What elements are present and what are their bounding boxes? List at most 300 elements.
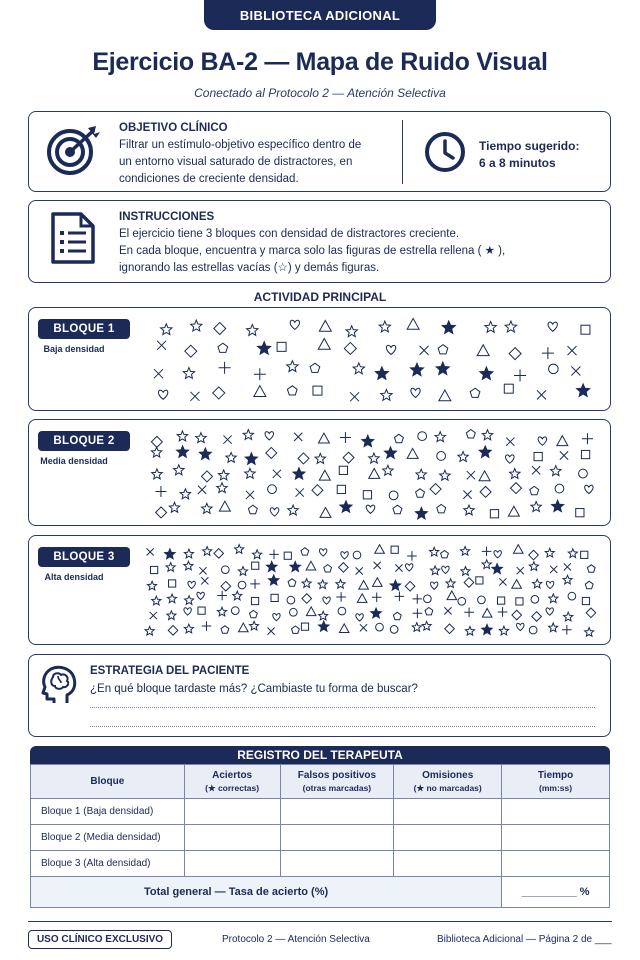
triangle-shape bbox=[513, 545, 523, 554]
empty-star bbox=[288, 505, 299, 515]
empty-star bbox=[202, 503, 213, 513]
empty-star bbox=[168, 594, 177, 603]
square-shape bbox=[581, 450, 589, 458]
filled-star bbox=[340, 501, 352, 512]
empty-star bbox=[243, 430, 254, 440]
square-shape bbox=[581, 325, 590, 334]
heart-shape bbox=[265, 432, 274, 440]
circle-shape bbox=[390, 626, 398, 634]
heart-shape bbox=[538, 437, 547, 445]
diamond-shape bbox=[298, 453, 309, 464]
empty-star bbox=[203, 547, 212, 556]
diamond-shape bbox=[480, 486, 491, 497]
diamond-shape bbox=[151, 436, 162, 447]
answer-line[interactable] bbox=[90, 726, 595, 727]
plus-shape bbox=[498, 607, 508, 617]
triangle-shape bbox=[319, 320, 331, 331]
empty-star bbox=[226, 452, 236, 462]
heart-shape bbox=[290, 320, 299, 329]
plus-shape bbox=[219, 362, 231, 374]
plus-shape bbox=[407, 551, 417, 561]
diamond-shape bbox=[221, 581, 231, 591]
diamond-shape bbox=[509, 348, 521, 360]
circle-shape bbox=[287, 596, 295, 604]
empty-star bbox=[287, 361, 298, 372]
empty-star bbox=[505, 321, 516, 332]
square-shape bbox=[313, 386, 322, 395]
cross-shape bbox=[517, 567, 524, 574]
triangle-shape bbox=[479, 471, 490, 481]
filled-star bbox=[375, 367, 388, 380]
triangle-shape bbox=[318, 338, 330, 349]
block-density: Baja densidad bbox=[43, 344, 105, 354]
answer-line[interactable] bbox=[90, 707, 595, 708]
filled-star bbox=[552, 500, 564, 511]
time-value: 6 a 8 minutos bbox=[479, 156, 556, 170]
empty-star bbox=[218, 470, 229, 480]
circle-shape bbox=[555, 484, 564, 493]
triangle-shape bbox=[219, 501, 230, 511]
square-shape bbox=[582, 597, 589, 604]
empty-star bbox=[184, 561, 193, 570]
total-row bbox=[31, 877, 610, 908]
objective-line: condiciones de creciente densidad. bbox=[119, 173, 299, 185]
empty-star bbox=[458, 452, 468, 462]
empty-star bbox=[184, 624, 193, 633]
filled-star bbox=[480, 367, 493, 380]
footer-page: Biblioteca Adicional — Página 2 de ___ bbox=[437, 934, 612, 945]
circle-shape bbox=[531, 595, 539, 603]
column-header: Omisiones (★ no marcadas) bbox=[394, 765, 502, 799]
square-shape bbox=[581, 551, 588, 558]
filled-star bbox=[362, 435, 374, 446]
pentagon-shape bbox=[587, 565, 595, 572]
pentagon-shape bbox=[221, 626, 229, 633]
empty-star bbox=[152, 596, 161, 605]
empty-star bbox=[585, 628, 594, 637]
strategy-question: ¿En qué bloque tardaste más? ¿Cambiaste tu forma de buscar? bbox=[90, 683, 418, 695]
empty-star bbox=[564, 612, 573, 621]
column-header: Aciertos (★ correctas) bbox=[184, 765, 280, 799]
circle-shape bbox=[529, 626, 537, 634]
empty-star bbox=[431, 566, 440, 575]
cross-shape bbox=[568, 346, 577, 355]
instructions-line: En cada bloque, encuentra y marca solo las figuras de estrella rellena ( ★ ), bbox=[119, 245, 506, 257]
triangle-shape bbox=[447, 591, 457, 600]
square-shape bbox=[284, 552, 291, 559]
circle-shape bbox=[478, 596, 486, 604]
square-shape bbox=[252, 562, 259, 569]
empty-star bbox=[253, 550, 262, 559]
triangle-shape bbox=[373, 578, 383, 587]
heart-shape bbox=[158, 390, 167, 399]
empty-star bbox=[563, 575, 572, 584]
heart-shape bbox=[319, 549, 326, 556]
square-shape bbox=[576, 509, 584, 517]
instructions-card bbox=[28, 200, 611, 283]
cross-shape bbox=[360, 624, 367, 631]
empty-star bbox=[379, 321, 390, 332]
empty-star bbox=[412, 623, 421, 632]
filled-star bbox=[415, 507, 427, 519]
block-label: BLOQUE 2 bbox=[38, 431, 130, 451]
diamond-shape bbox=[214, 323, 226, 335]
triangle-shape bbox=[357, 594, 367, 603]
row-label: Bloque 3 (Alta densidad) bbox=[31, 851, 185, 877]
cross-shape bbox=[199, 567, 206, 574]
circle-shape bbox=[221, 566, 229, 574]
plus-shape bbox=[340, 432, 351, 443]
page-subtitle: Conectado al Protocolo 2 — Atención Selectiva bbox=[194, 86, 446, 100]
empty-star bbox=[510, 469, 521, 479]
plus-shape bbox=[582, 433, 593, 444]
cross-shape bbox=[560, 451, 568, 459]
register-title: REGISTRO DEL TERAPEUTA bbox=[30, 746, 610, 764]
empty-star bbox=[568, 549, 577, 558]
square-shape bbox=[363, 491, 371, 499]
cross-shape bbox=[350, 392, 359, 401]
pentagon-shape bbox=[393, 505, 402, 514]
objective-line: Filtrar un estímulo-objetivo específico dentro de bbox=[119, 139, 362, 151]
plus-shape bbox=[482, 547, 492, 557]
circle-shape bbox=[353, 551, 361, 559]
diamond-shape bbox=[302, 594, 312, 604]
circle-shape bbox=[424, 595, 432, 603]
empty-star bbox=[533, 579, 542, 588]
diamond-shape bbox=[529, 550, 539, 560]
diamond-shape bbox=[512, 610, 522, 620]
empty-star bbox=[485, 321, 496, 332]
footer-badge: USO CLÍNICO EXCLUSIVO bbox=[28, 930, 172, 949]
cross-shape bbox=[550, 566, 557, 573]
empty-star bbox=[233, 591, 242, 600]
page-tab: BIBLIOTECA ADICIONAL bbox=[204, 0, 436, 30]
filled-star bbox=[293, 468, 305, 479]
square-shape bbox=[516, 598, 523, 605]
row-label: Bloque 2 (Media densidad) bbox=[31, 825, 185, 851]
empty-star bbox=[381, 389, 392, 400]
block-density: Alta densidad bbox=[44, 572, 104, 582]
empty-star bbox=[482, 560, 491, 569]
filled-star bbox=[577, 384, 590, 397]
empty-star bbox=[461, 567, 470, 576]
empty-star bbox=[302, 579, 311, 588]
empty-star bbox=[545, 548, 554, 557]
square-shape bbox=[251, 597, 258, 604]
cross-shape bbox=[190, 392, 199, 401]
empty-star bbox=[482, 430, 492, 440]
page-title: Ejercicio BA-2 — Mapa de Ruido Visual bbox=[92, 48, 548, 76]
plus-shape bbox=[336, 592, 346, 602]
empty-star bbox=[196, 433, 207, 443]
pentagon-shape bbox=[324, 565, 332, 572]
footer-divider bbox=[28, 921, 612, 922]
cross-shape bbox=[564, 563, 571, 570]
heart-shape bbox=[430, 582, 437, 589]
circle-shape bbox=[458, 597, 466, 605]
cross-shape bbox=[395, 564, 402, 571]
block-density: Media densidad bbox=[40, 456, 108, 466]
circle-shape bbox=[579, 469, 588, 478]
circle-shape bbox=[389, 491, 398, 500]
cross-shape bbox=[223, 435, 231, 443]
square-shape bbox=[339, 466, 347, 474]
cross-shape bbox=[467, 471, 475, 479]
cross-shape bbox=[571, 367, 580, 376]
triangle-shape bbox=[407, 448, 418, 458]
shape-field[interactable] bbox=[134, 540, 606, 642]
head-brain-icon bbox=[39, 663, 79, 712]
empty-star bbox=[369, 453, 380, 463]
triangle-shape bbox=[557, 436, 568, 446]
falsos-cell[interactable] bbox=[280, 799, 394, 825]
block-card-3 bbox=[28, 535, 611, 645]
square-shape bbox=[476, 577, 483, 584]
table-row bbox=[31, 851, 610, 877]
time-label: Tiempo sugerido: bbox=[479, 139, 580, 153]
pentagon-shape bbox=[530, 486, 539, 494]
plus-shape bbox=[395, 592, 405, 602]
filled-star bbox=[177, 446, 189, 458]
cross-shape bbox=[273, 470, 281, 478]
pentagon-shape bbox=[416, 489, 425, 497]
triangle-shape bbox=[319, 470, 330, 480]
cross-shape bbox=[157, 341, 166, 350]
block-label: BLOQUE 1 bbox=[38, 319, 130, 339]
filled-star bbox=[436, 362, 449, 375]
triangle-shape bbox=[375, 545, 385, 554]
empty-star bbox=[184, 549, 193, 558]
empty-star bbox=[499, 626, 508, 635]
empty-star bbox=[531, 502, 542, 512]
pentagon-shape bbox=[310, 363, 320, 372]
diamond-shape bbox=[464, 578, 474, 588]
empty-star bbox=[461, 547, 470, 556]
diamond-shape bbox=[214, 549, 224, 559]
diamond-shape bbox=[168, 626, 178, 636]
square-shape bbox=[337, 485, 345, 493]
plus-shape bbox=[542, 347, 554, 359]
diamond-shape bbox=[343, 452, 354, 463]
aciertos-cell[interactable] bbox=[184, 825, 280, 851]
cross-shape bbox=[150, 612, 157, 619]
circle-shape bbox=[549, 364, 559, 374]
triangle-shape bbox=[318, 433, 329, 443]
pentagon-shape bbox=[248, 505, 257, 514]
triangle-shape bbox=[339, 624, 349, 633]
empty-star bbox=[177, 431, 188, 441]
empty-star bbox=[549, 623, 558, 632]
document-list-icon bbox=[49, 210, 97, 271]
empty-star bbox=[169, 502, 179, 512]
filled-star bbox=[410, 363, 423, 376]
cross-shape bbox=[499, 578, 506, 585]
objective-line: un entorno visual saturado de distractores, en bbox=[119, 156, 353, 168]
triangle-shape bbox=[320, 507, 331, 517]
filled-star bbox=[442, 321, 455, 334]
empty-star bbox=[465, 627, 474, 636]
cross-shape bbox=[294, 433, 302, 441]
empty-star bbox=[183, 368, 194, 379]
empty-star bbox=[464, 505, 474, 515]
diamond-shape bbox=[405, 581, 415, 591]
pentagon-shape bbox=[292, 626, 300, 633]
instructions-line: El ejercicio tiene 3 bloques con densidad de distractores creciente. bbox=[119, 228, 460, 240]
cross-shape bbox=[154, 369, 163, 378]
triangle-shape bbox=[439, 390, 451, 401]
aciertos-cell[interactable] bbox=[184, 851, 280, 877]
empty-star bbox=[440, 470, 451, 480]
plus-shape bbox=[250, 579, 260, 589]
empty-star bbox=[353, 363, 364, 374]
circle-shape bbox=[376, 623, 384, 631]
heart-shape bbox=[273, 613, 280, 620]
column-header: Tiempo (mm:ss) bbox=[502, 765, 610, 799]
filled-star bbox=[482, 624, 493, 634]
square-shape bbox=[301, 623, 308, 630]
empty-star bbox=[315, 453, 325, 463]
circle-shape bbox=[231, 607, 239, 615]
circle-shape bbox=[338, 607, 346, 615]
triangle-shape bbox=[239, 623, 249, 632]
shape-field[interactable] bbox=[134, 312, 606, 408]
objective-card bbox=[28, 111, 611, 192]
cross-shape bbox=[537, 390, 546, 399]
objective-heading: OBJETIVO CLÍNICO bbox=[119, 122, 228, 134]
tiempo-cell[interactable] bbox=[502, 825, 610, 851]
total-percent-field[interactable]: _________ % bbox=[502, 877, 610, 908]
diamond-shape bbox=[344, 342, 356, 354]
cross-shape bbox=[463, 490, 471, 498]
empty-star bbox=[148, 581, 157, 590]
filled-star bbox=[492, 564, 503, 574]
triangle-shape bbox=[407, 318, 419, 329]
falsos-cell[interactable] bbox=[280, 825, 394, 851]
total-label: Total general — Tasa de acierto (%) bbox=[31, 877, 502, 908]
shape-field[interactable] bbox=[134, 424, 606, 524]
filled-star bbox=[267, 561, 278, 571]
empty-star bbox=[319, 611, 328, 620]
diamond-shape bbox=[586, 608, 596, 618]
triangle-shape bbox=[482, 608, 492, 617]
omisiones-cell[interactable] bbox=[394, 799, 502, 825]
triangle-shape bbox=[512, 580, 522, 589]
aciertos-cell[interactable] bbox=[184, 799, 280, 825]
cross-shape bbox=[420, 346, 429, 355]
tiempo-cell[interactable] bbox=[502, 851, 610, 877]
empty-star bbox=[346, 326, 357, 337]
pentagon-shape bbox=[466, 430, 475, 439]
circle-shape bbox=[290, 608, 298, 616]
empty-star bbox=[422, 621, 431, 630]
heart-shape bbox=[323, 597, 330, 604]
square-shape bbox=[534, 452, 542, 460]
table-row bbox=[31, 825, 610, 851]
cross-shape bbox=[198, 486, 206, 494]
omisiones-cell[interactable] bbox=[394, 825, 502, 851]
empty-star bbox=[151, 447, 161, 457]
heart-shape bbox=[517, 623, 524, 630]
omisiones-cell[interactable] bbox=[394, 851, 502, 877]
column-header: Falsos positivos (otras marcadas) bbox=[280, 765, 394, 799]
cross-shape bbox=[374, 562, 381, 569]
empty-star bbox=[185, 596, 194, 605]
heart-shape bbox=[405, 564, 412, 571]
instructions-line: ignorando las estrellas vacías (☆) y demás figuras. bbox=[119, 262, 380, 274]
block-card-2 bbox=[28, 419, 611, 526]
pentagon-shape bbox=[288, 579, 296, 586]
triangle-shape bbox=[369, 468, 380, 478]
empty-star bbox=[238, 567, 247, 576]
square-shape bbox=[498, 597, 505, 604]
empty-star bbox=[161, 324, 172, 335]
block-card-1 bbox=[28, 307, 611, 411]
tiempo-cell[interactable] bbox=[502, 799, 610, 825]
heart-shape bbox=[341, 552, 348, 559]
heart-shape bbox=[494, 551, 501, 558]
pentagon-shape bbox=[250, 610, 258, 617]
footer-protocol: Protocolo 2 — Atención Selectiva bbox=[222, 934, 370, 945]
square-shape bbox=[504, 384, 513, 393]
table-row bbox=[31, 799, 610, 825]
pentagon-shape bbox=[218, 343, 228, 352]
triangle-shape bbox=[508, 506, 519, 516]
falsos-cell[interactable] bbox=[280, 851, 394, 877]
clock-icon bbox=[423, 130, 467, 179]
empty-star bbox=[180, 489, 190, 499]
cross-shape bbox=[506, 438, 514, 446]
filled-star bbox=[319, 621, 330, 631]
empty-star bbox=[191, 320, 202, 331]
empty-star bbox=[430, 547, 439, 556]
cross-shape bbox=[296, 488, 304, 496]
square-shape bbox=[277, 342, 286, 351]
heart-shape bbox=[270, 508, 279, 516]
plus-shape bbox=[514, 370, 526, 382]
heart-shape bbox=[442, 566, 449, 573]
heart-shape bbox=[585, 485, 594, 493]
empty-star bbox=[318, 580, 327, 589]
pentagon-shape bbox=[395, 434, 404, 442]
empty-star bbox=[549, 594, 558, 603]
empty-star bbox=[529, 562, 538, 571]
plus-shape bbox=[269, 550, 279, 560]
empty-star bbox=[217, 607, 226, 616]
empty-star bbox=[416, 469, 426, 479]
diamond-shape bbox=[201, 471, 212, 482]
empty-star bbox=[435, 432, 446, 442]
filled-star bbox=[165, 549, 176, 559]
square-shape bbox=[271, 594, 278, 601]
circle-shape bbox=[568, 592, 576, 600]
filled-star bbox=[269, 575, 280, 585]
filled-star bbox=[258, 342, 271, 355]
square-shape bbox=[198, 607, 205, 614]
cross-shape bbox=[246, 491, 254, 499]
plus-shape bbox=[562, 625, 572, 635]
cross-shape bbox=[444, 607, 451, 614]
square-shape bbox=[169, 580, 176, 587]
filled-star bbox=[479, 446, 491, 457]
circle-shape bbox=[418, 432, 427, 441]
strategy-card bbox=[28, 654, 611, 737]
empty-star bbox=[174, 465, 185, 475]
activity-heading: ACTIVIDAD PRINCIPAL bbox=[253, 290, 387, 304]
plus-shape bbox=[412, 594, 422, 604]
filled-star bbox=[245, 453, 257, 465]
cross-shape bbox=[532, 466, 540, 474]
heart-shape bbox=[184, 608, 191, 615]
